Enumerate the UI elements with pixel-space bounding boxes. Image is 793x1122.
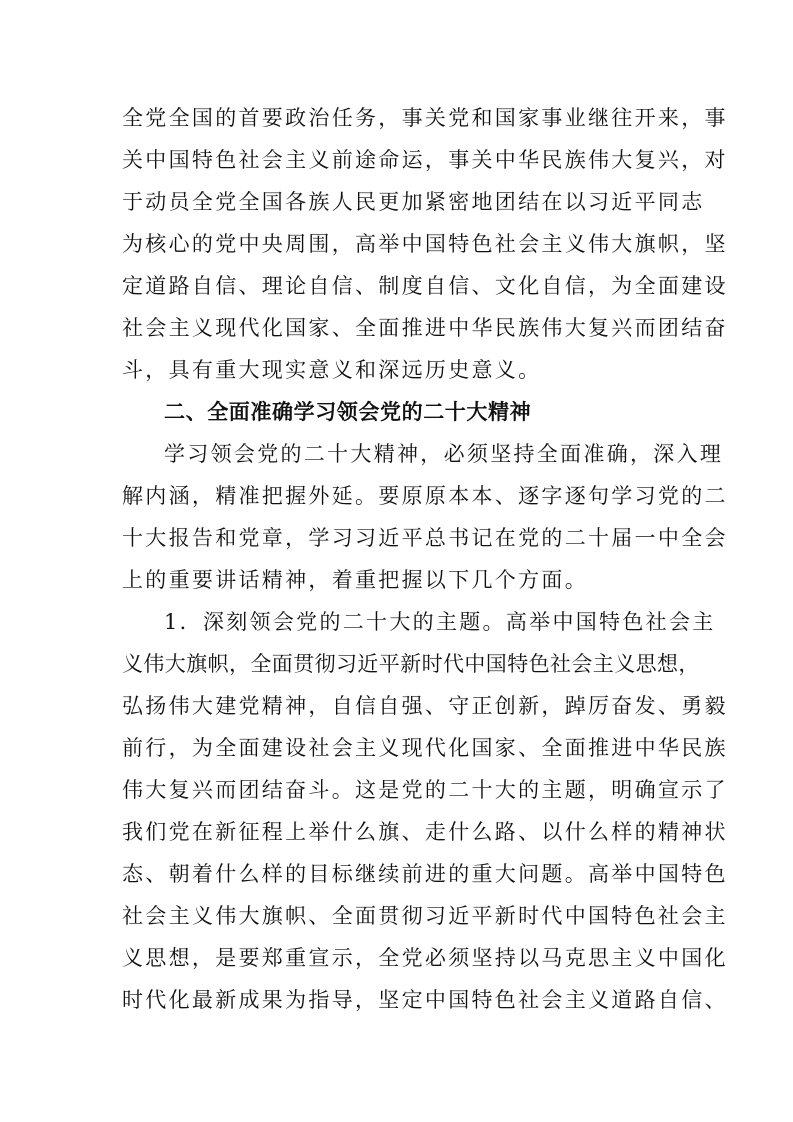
body-line: 解内涵，精准把握外延。要原原本本、逐字逐句学习党的二 bbox=[122, 484, 728, 508]
body-line: 前行，为全面建设社会主义现代化国家、全面推进中华民族 bbox=[122, 736, 728, 760]
numbered-item-first-line: 1．深刻领会党的二十大的主题。高举中国特色社会主 bbox=[164, 610, 716, 634]
body-line: 社会主义伟大旗帜、全面贯彻习近平新时代中国特色社会主 bbox=[122, 904, 728, 928]
body-line: 斗，具有重大现实意义和深远历史意义。 bbox=[122, 358, 542, 382]
paragraph-first-line: 学习领会党的二十大精神，必须坚持全面准确，深入理 bbox=[164, 442, 724, 466]
body-line: 态、朝着什么样的目标继续前进的重大问题。高举中国特色 bbox=[122, 862, 728, 886]
body-line: 时代化最新成果为指导，坚定中国特色社会主义道路自信、 bbox=[122, 988, 728, 1012]
body-line: 义思想，是要郑重宣示，全党必须坚持以马克思主义中国化 bbox=[122, 946, 728, 970]
body-line: 全党全国的首要政治任务，事关党和国家事业继往开来，事 bbox=[122, 106, 728, 130]
body-line: 上的重要讲话精神，着重把握以下几个方面。 bbox=[122, 568, 588, 592]
body-line: 社会主义现代化国家、全面推进中华民族伟大复兴而团结奋 bbox=[122, 316, 728, 340]
body-line: 于动员全党全国各族人民更加紧密地团结在以习近平同志 bbox=[122, 190, 705, 214]
body-line: 十大报告和党章，学习习近平总书记在党的二十届一中全会 bbox=[122, 526, 728, 550]
body-line: 我们党在新征程上举什么旗、走什么路、以什么样的精神状 bbox=[122, 820, 728, 844]
body-line: 义伟大旗帜，全面贯彻习近平新时代中国特色社会主义思想， bbox=[122, 652, 700, 676]
body-line: 定道路自信、理论自信、制度自信、文化自信，为全面建设 bbox=[122, 274, 728, 298]
section-heading: 二、全面准确学习领会党的二十大精神 bbox=[164, 400, 532, 424]
body-line: 关中国特色社会主义前途命运，事关中华民族伟大复兴，对 bbox=[122, 148, 728, 172]
body-line: 伟大复兴而团结奋斗。这是党的二十大的主题，明确宣示了 bbox=[122, 778, 728, 802]
body-line: 弘扬伟大建党精神，自信自强、守正创新，踔厉奋发、勇毅 bbox=[122, 694, 728, 718]
document-body bbox=[122, 97, 728, 1021]
body-line: 为核心的党中央周围，高举中国特色社会主义伟大旗帜，坚 bbox=[122, 232, 728, 256]
